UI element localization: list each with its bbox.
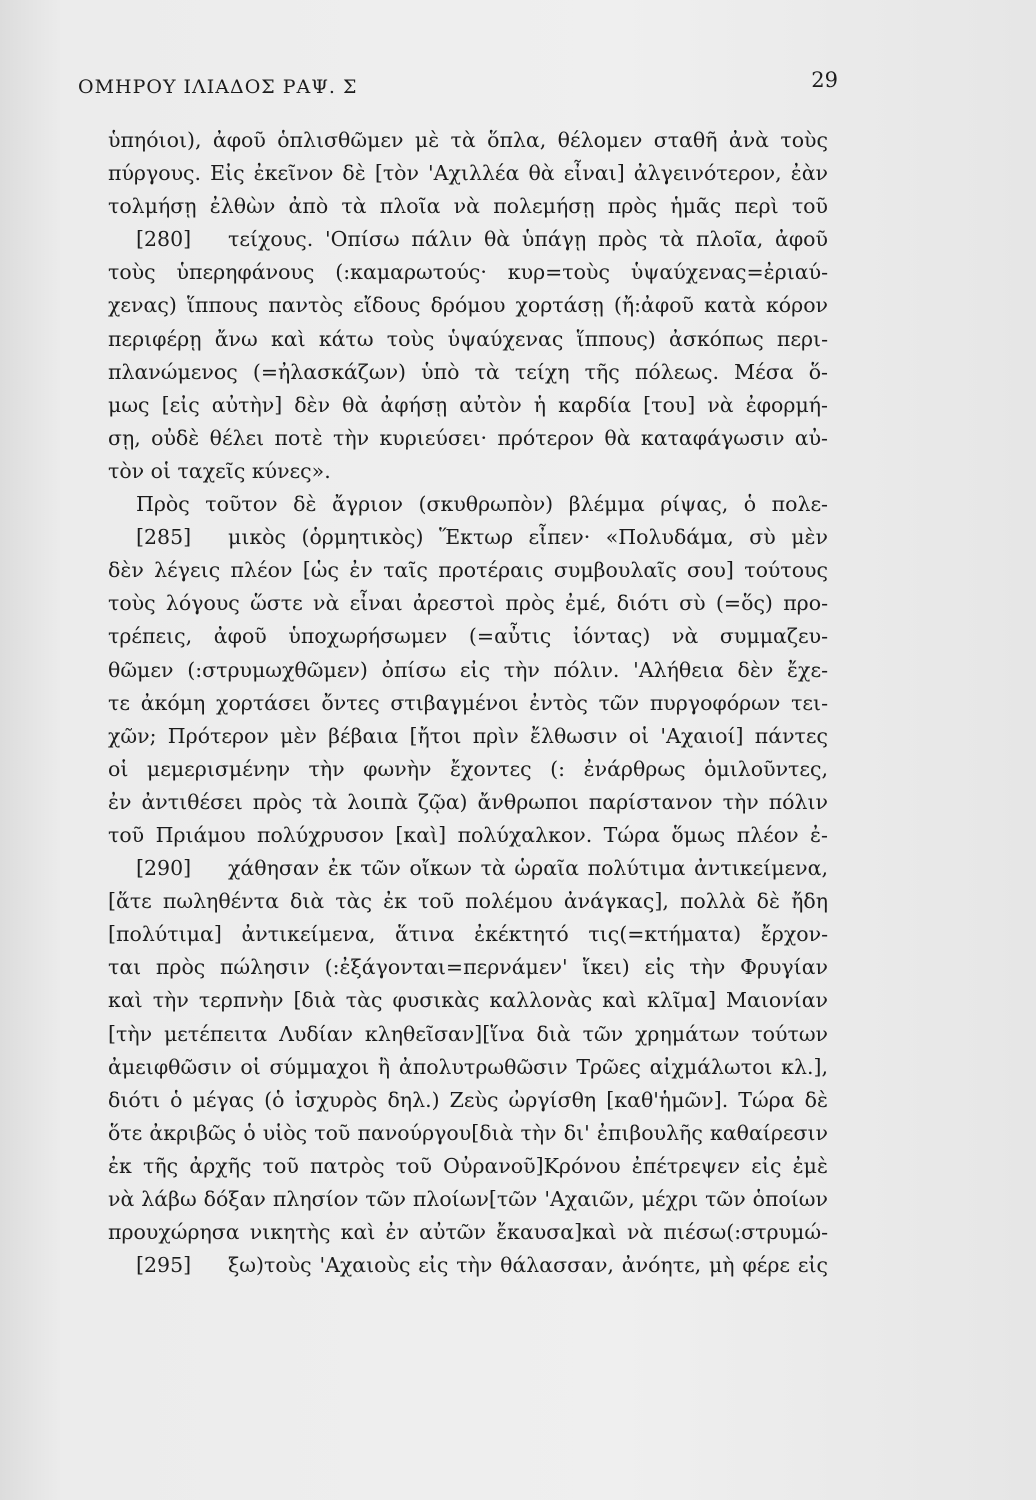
text-line (108, 157, 828, 190)
text-line (108, 1051, 828, 1084)
text-line (108, 256, 828, 289)
line-text: καὶ τὴν τερπνὴν [διὰ τὰς φυσικὰς καλλονὰς καὶ κλῖμα] Μαιονίαν (108, 988, 828, 1013)
text-line (108, 521, 828, 554)
line-text: πύργους. Εἰς ἐκεῖνον δὲ [τὸν 'Αχιλλέα θὰ εἶναι] ἀλγεινότερον, ἐὰν (108, 161, 828, 186)
line-text: θῶμεν (:στρυμωχθῶμεν) ὀπίσω εἰς τὴν πόλιν. 'Αλήθεια δὲν ἔχε- (108, 657, 828, 682)
text-line (108, 753, 828, 786)
text-line (108, 1117, 828, 1150)
line-text: χενας) ἵππους παντὸς εἴδους δρόμου χορτάσῃ (ἤ:ἀφοῦ κατὰ κόρον (108, 293, 828, 318)
line-text: τοῦ Πριάμου πολύχρυσον [καὶ] πολύχαλκον. Τώρα ὅμως πλέον ἐ- (108, 822, 828, 847)
text-line (108, 124, 828, 157)
line-text: πλανώμενος (=ἠλασκάζων) ὑπὸ τὰ τείχη τῆς πόλεως. Μέσα ὅ- (108, 359, 828, 384)
text-line (108, 918, 828, 951)
line-text: χάθησαν ἐκ τῶν οἴκων τὰ ὡραῖα πολύτιμα ἀντικείμενα, (228, 856, 828, 881)
text-line (108, 852, 828, 885)
text-line (108, 223, 828, 256)
line-text: δὲν λέγεις πλέον [ὡς ἐν ταῖς προτέραις συμβουλαῖς σου] τούτους (108, 558, 828, 583)
line-text: προυχώρησα νικητὴς καὶ ἐν αὐτῶν ἔκαυσα]καὶ νὰ πιέσω(:στρυμώ- (108, 1220, 828, 1245)
line-text: τὸν οἱ ταχεῖς κύνες». (108, 458, 331, 483)
text-line (108, 289, 828, 322)
line-text: [πολύτιμα] ἀντικείμενα, ἅτινα ἐκέκτητό τις(=κτήματα) ἔρχον- (108, 922, 828, 947)
text-line (108, 620, 828, 653)
text-line (108, 1150, 828, 1183)
line-text: τολμήσῃ ἐλθὼν ἀπὸ τὰ πλοῖα νὰ πολεμήσῃ πρὸς ἡμᾶς περὶ τοῦ (108, 194, 828, 219)
text-line (108, 819, 828, 852)
text-line (108, 984, 828, 1017)
text-line (108, 1216, 828, 1249)
text-line (108, 1249, 828, 1282)
text-line (108, 587, 828, 620)
text-line (108, 885, 828, 918)
text-line (108, 720, 828, 753)
line-text: [τὴν μετέπειτα Λυδίαν κληθεῖσαν][ἵνα διὰ τῶν χρημάτων τούτων (108, 1021, 828, 1046)
text-line (108, 455, 828, 488)
line-text: μικὸς (ὁρμητικὸς) Ἕκτωρ εἶπεν· «Πολυδάμα, σὺ μὲν (228, 525, 828, 550)
text-line (108, 1183, 828, 1216)
line-text: νὰ λάβω δόξαν πλησίον τῶν πλοίων[τῶν 'Αχαιῶν, μέχρι τῶν ὁποίων (108, 1187, 828, 1211)
text-line (108, 422, 828, 455)
line-text: Πρὸς τοῦτον δὲ ἄγριον (σκυθρωπὸν) βλέμμα ρίψας, ὁ πολε- (136, 492, 828, 517)
line-text: τείχους. 'Οπίσω πάλιν θὰ ὑπάγῃ πρὸς τὰ πλοῖα, ἀφοῦ (228, 227, 828, 252)
line-text: τοὺς λόγους ὥστε νὰ εἶναι ἀρεστοὶ πρὸς ἐμέ, διότι σὺ (=ὅς) προ- (108, 591, 828, 616)
line-text: τε ἀκόμη χορτάσει ὄντες στιβαγμένοι ἐντὸς τῶν πυργοφόρων τει- (108, 690, 828, 715)
line-text: χῶν; Πρότερον μὲν βέβαια [ἤτοι πρὶν ἔλθωσιν οἱ 'Αχαιοί] πάντες (108, 723, 828, 748)
verse-line-number: [295] (136, 1253, 192, 1278)
text-line (108, 190, 828, 223)
text-line (108, 687, 828, 720)
page-body-text (108, 124, 828, 1282)
verse-line-number: [285] (136, 525, 192, 550)
text-line (108, 654, 828, 687)
line-text: ται πρὸς πώλησιν (:ἐξάγονται=περνάμεν' ἴκει) εἰς τὴν Φρυγίαν (108, 955, 828, 980)
text-line (108, 1018, 828, 1051)
line-text: οἱ μεμερισμένην τὴν φωνὴν ἔχοντες (: ἐνάρθρως ὁμιλοῦντες, (108, 756, 828, 781)
page-header (78, 68, 838, 102)
text-line (108, 488, 828, 521)
line-text: ἐκ τῆς ἀρχῆς τοῦ πατρὸς τοῦ Οὐρανοῦ]Κρόνου ἐπέτρεψεν εἰς ἐμὲ (108, 1153, 828, 1178)
line-text: ὅτε ἀκριβῶς ὁ υἱὸς τοῦ πανούργου[διὰ τὴν δι' ἐπιβουλῆς καθαίρεσιν (108, 1120, 828, 1145)
line-text: τοὺς ὑπερηφάνους (:καμαρωτούς· κυρ=τοὺς ὑψαύχενας=ἐριαύ- (108, 260, 828, 285)
line-text: ἀμειφθῶσιν οἱ σύμμαχοι ἢ ἀπολυτρωθῶσιν Τρῶες αἰχμάλωτοι κλ.], (108, 1054, 828, 1079)
text-line (108, 389, 828, 422)
text-line (108, 554, 828, 587)
text-line (108, 356, 828, 389)
line-text: ἐν ἀντιθέσει πρὸς τὰ λοιπὰ ζῷα) ἄνθρωποι παρίστανον τὴν πόλιν (108, 789, 828, 814)
page-number: 29 (811, 68, 838, 92)
line-text: διότι ὁ μέγας (ὁ ἰσχυρὸς δηλ.) Ζεὺς ὠργίσθη [καθ'ἡμῶν]. Τώρα δὲ (108, 1087, 828, 1112)
line-text: σῃ, οὐδὲ θέλει ποτὲ τὴν κυριεύσει· πρότερον θὰ καταφάγωσιν αὐ- (108, 425, 828, 450)
verse-line-number: [280] (136, 227, 192, 252)
line-text: ξω)τοὺς 'Αχαιοὺς εἰς τὴν θάλασσαν, ἀνόητε, μὴ φέρε εἰς (228, 1253, 828, 1278)
line-text: [ἅτε πωληθέντα διὰ τὰς ἐκ τοῦ πολέμου ἀνάγκας], πολλὰ δὲ ἤδη (108, 889, 828, 914)
line-text: περιφέρῃ ἄνω καὶ κάτω τοὺς ὑψαύχενας ἵππους) ἀσκόπως περι- (108, 326, 828, 351)
line-text: ὑπηόιοι), ἀφοῦ ὁπλισθῶμεν μὲ τὰ ὅπλα, θέλομεν σταθῆ ἀνὰ τοὺς (108, 128, 828, 152)
running-title: ΟΜΗΡΟΥ ΙΛΙΑΔΟΣ ΡΑΨ. Σ (78, 76, 358, 98)
text-line (108, 323, 828, 356)
line-text: τρέπεις, ἀφοῦ ὑποχωρήσωμεν (=αὖτις ἰόντας) νὰ συμμαζευ- (108, 624, 828, 649)
text-line (108, 1084, 828, 1117)
text-line (108, 786, 828, 819)
text-line (108, 951, 828, 984)
verse-line-number: [290] (136, 856, 192, 881)
line-text: μως [εἰς αὐτὴν] δὲν θὰ ἀφήσῃ αὐτὸν ἡ καρδία [του] νὰ ἐφορμή- (108, 392, 828, 417)
